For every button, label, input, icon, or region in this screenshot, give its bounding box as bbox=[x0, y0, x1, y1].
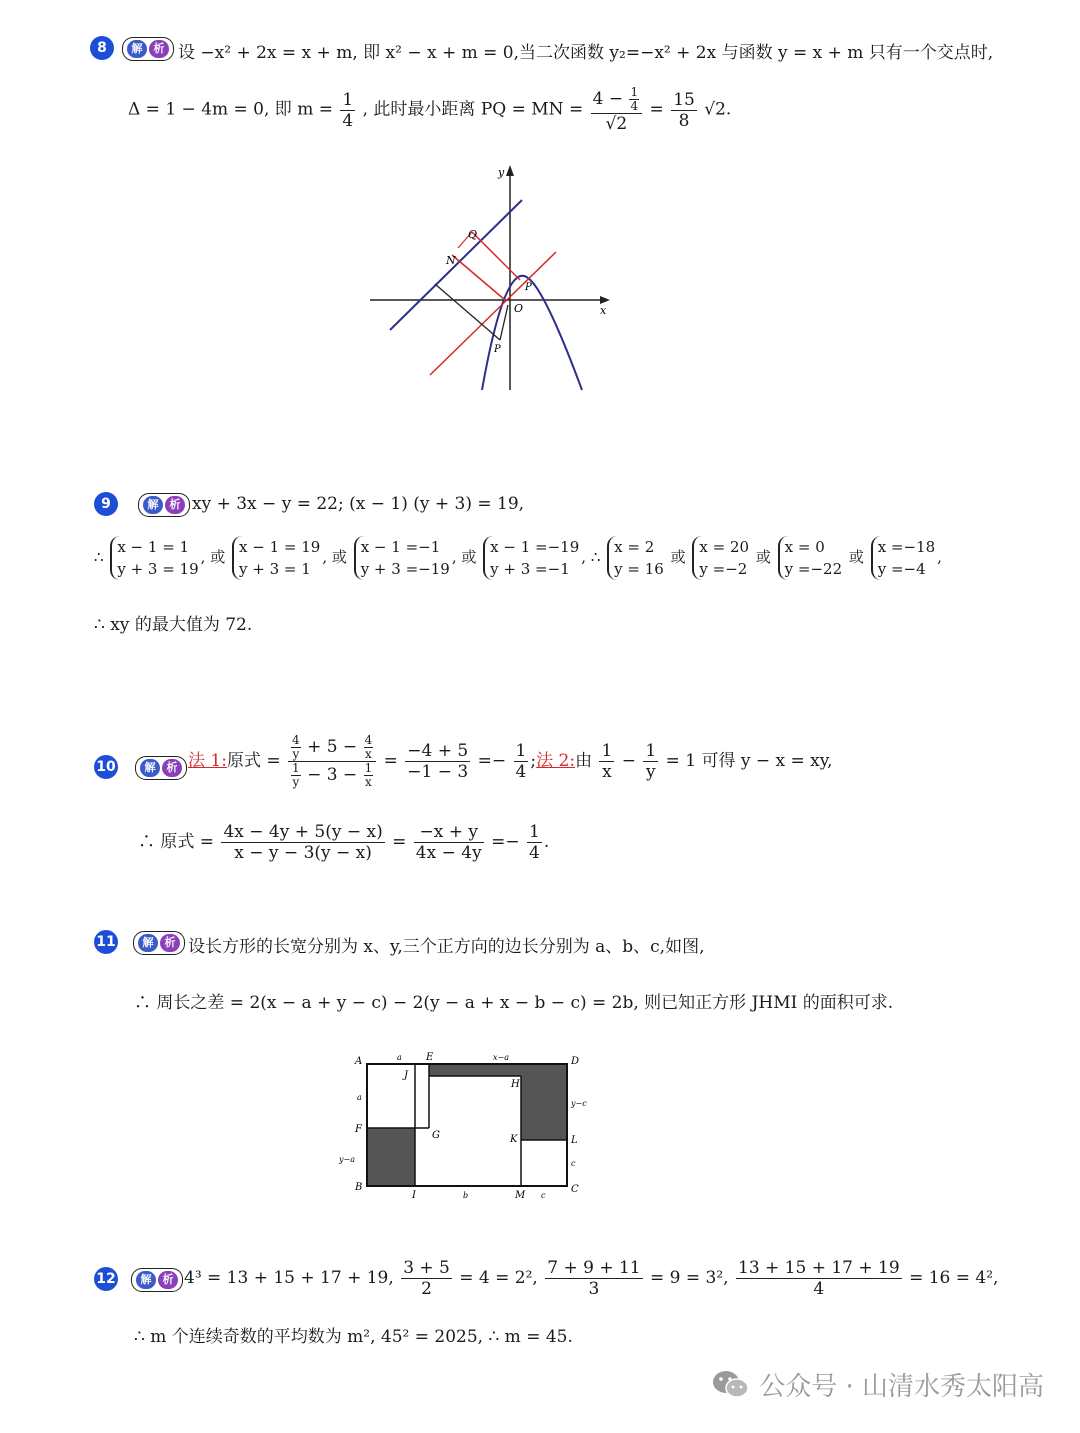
q8-parabola-figure bbox=[360, 160, 620, 400]
solution-system: x = 2 y = 16 bbox=[607, 536, 664, 580]
label-E: E bbox=[426, 1052, 434, 1063]
fraction: $\frac{1}{x}$ bbox=[601, 741, 613, 782]
solution-system: x =−18 y =−4 bbox=[871, 536, 935, 580]
label-A: A bbox=[355, 1056, 363, 1067]
q8-text: , 此时最小距离 PQ = MN = bbox=[362, 99, 584, 120]
fraction: $\frac{1}{4}$ bbox=[515, 741, 527, 782]
fraction: $\frac{1}{4}$ bbox=[342, 89, 354, 131]
solution-system: x = 20 y =−2 bbox=[692, 536, 749, 580]
equation-system: x − 1 =−19 y + 3 =−1 bbox=[483, 536, 579, 580]
analysis-badge bbox=[135, 756, 187, 780]
badge-right-icon: 析 bbox=[165, 496, 185, 514]
badge-right-icon: 析 bbox=[149, 40, 169, 58]
equation-system: x − 1 =−1 y + 3 =−19 bbox=[354, 536, 450, 580]
fraction: $\frac{-x + y}{4x - 4y}$ bbox=[415, 822, 482, 863]
label-c-right: c bbox=[571, 1159, 576, 1168]
wechat-icon bbox=[711, 1369, 751, 1401]
label-a-left: a bbox=[357, 1093, 362, 1102]
label-c-bottom: c bbox=[541, 1191, 546, 1200]
fraction: $\frac{-4 + 5}{-1 - 3}$ bbox=[407, 741, 469, 782]
q10-line-1: 法 1:原式 = $\frac{4}{y}$ + 5 − $\frac{4}{x}$ $\frac{1}{y}$ − 3 − $\frac{1}{x}$ = $\frac{-4 + 5}{-1 - 3}$ =− $\frac{1}{4}$ ;法 2:由 $\frac{1}{x}$ − $\frac{1}{y}$ = 1 可得 y − x = xy, bbox=[188, 733, 833, 789]
badge-left-icon: 解 bbox=[127, 40, 147, 58]
label-x-a: x−a bbox=[493, 1053, 509, 1062]
question-number-10: 10 bbox=[94, 755, 118, 779]
q9-line-2: ∴ x − 1 = 1 y + 3 = 19 , 或 x − 1 = 19 y + 3 = 1 , 或 x − 1 =−1 y + 3 =−19 , 或 x − 1 =−19 y + 3 =−1 , ∴ x = 2 y = 16 或 x = 20 y =−2 或 x = 0 y =−22 或 x =−18 y =−4 , bbox=[94, 538, 942, 578]
question-number-9: 9 bbox=[94, 492, 118, 516]
compound-fraction: $\frac{4}{y}$ + 5 − $\frac{4}{x}$ $\frac{1}{y}$ − 3 − $\frac{1}{x}$ bbox=[288, 734, 376, 789]
fraction: $\frac{15}{8}$ bbox=[673, 89, 695, 131]
q9-line-3: ∴ xy 的最大值为 72. bbox=[94, 615, 253, 635]
figure-label-p2: P bbox=[494, 344, 501, 355]
equation-system: x − 1 = 19 y + 3 = 1 bbox=[232, 536, 320, 580]
method-2-label: 法 2: bbox=[536, 751, 576, 771]
figure-label-y: y bbox=[498, 166, 505, 179]
badge-left-icon: 解 bbox=[138, 934, 158, 952]
fraction: $\frac{4x - 4y + 5(y - x)}{x - y - 3(y - x)}$ bbox=[223, 822, 383, 863]
figure-label-o: O bbox=[514, 302, 524, 315]
analysis-badge bbox=[131, 1268, 183, 1292]
q9-line-1: xy + 3x − y = 22; (x − 1) (y + 3) = 19, bbox=[192, 494, 525, 514]
q11-line-1: 设长方形的长宽分别为 x、y,三个正方向的边长分别为 a、b、c,如图, bbox=[188, 937, 705, 957]
figure-label-n: N bbox=[446, 254, 456, 267]
analysis-badge bbox=[133, 931, 185, 955]
badge-left-icon: 解 bbox=[140, 759, 160, 777]
q12-line-2: ∴ m 个连续奇数的平均数为 m², 45² = 2025, ∴ m = 45. bbox=[134, 1327, 573, 1347]
q10-line-2: ∴ 原式 = $\frac{4x - 4y + 5(y - x)}{x - y - 3(y - x)}$ = $\frac{-x + y}{4x - 4y}$ =− $\frac{1}{4}$ . bbox=[138, 822, 550, 863]
q8-line-1: 设 −x² + 2x = x + m, 即 x² − x + m = 0,当二次函数 y₂=−x² + 2x 与函数 y = x + m 只有一个交点时, bbox=[178, 43, 994, 63]
figure-label-x: x bbox=[600, 304, 607, 317]
label-K: K bbox=[510, 1134, 518, 1145]
q8-line-2: Δ = 1 − 4m = 0, 即 m = $\frac{1}{4}$ , 此时最小距离 PQ = MN = 4 − $\frac{1}{4}$ √2 = $\frac{15}{8}$ √2. bbox=[128, 85, 732, 134]
label-J: J bbox=[404, 1070, 409, 1081]
fraction: $\frac{7 + 9 + 11}{3}$ bbox=[547, 1258, 641, 1299]
label-H: H bbox=[511, 1079, 520, 1090]
fraction: $\frac{1}{4}$ bbox=[528, 822, 540, 863]
question-number-11: 11 bbox=[94, 930, 118, 954]
label-B: B bbox=[355, 1182, 363, 1193]
method-1-label: 法 1: bbox=[188, 751, 227, 771]
q12-line-1: 4³ = 13 + 15 + 17 + 19, $\frac{3 + 5}{2}$ = 4 = 2², $\frac{7 + 9 + 11}{3}$ = 9 = 3², $\frac{13 + 15 + 17 + 19}{4}$ = 16 = 4², bbox=[184, 1258, 999, 1299]
label-y-c: y−c bbox=[571, 1099, 587, 1108]
label-M: M bbox=[515, 1190, 526, 1201]
label-a-top: a bbox=[397, 1053, 402, 1062]
label-L: L bbox=[571, 1135, 578, 1146]
figure-label-p1: P bbox=[525, 282, 532, 293]
label-G: G bbox=[432, 1130, 440, 1141]
fraction: $\frac{13 + 15 + 17 + 19}{4}$ bbox=[738, 1258, 900, 1299]
q11-rectangle-figure bbox=[335, 1048, 600, 1208]
badge-left-icon: 解 bbox=[143, 496, 163, 514]
fraction: 4 − $\frac{1}{4}$ √2 bbox=[591, 86, 643, 134]
solution-system: x = 0 y =−22 bbox=[778, 536, 842, 580]
fraction: $\frac{3 + 5}{2}$ bbox=[403, 1258, 450, 1299]
equation-system: x − 1 = 1 y + 3 = 19 bbox=[110, 536, 198, 580]
q8-text: Δ = 1 − 4m = 0, 即 m = bbox=[128, 99, 333, 120]
analysis-badge bbox=[138, 493, 190, 517]
figure-label-q: Q bbox=[468, 228, 478, 241]
label-b-bottom: b bbox=[463, 1191, 469, 1200]
watermark bbox=[711, 1366, 1044, 1403]
badge-left-icon: 解 bbox=[136, 1271, 156, 1289]
watermark-text: 公众号 · 山清水秀太阳高 bbox=[759, 1372, 1044, 1402]
badge-right-icon: 析 bbox=[158, 1271, 178, 1289]
label-I: I bbox=[412, 1190, 416, 1201]
question-number-12: 12 bbox=[94, 1267, 118, 1291]
badge-right-icon: 析 bbox=[160, 934, 180, 952]
analysis-badge bbox=[122, 37, 174, 61]
label-F: F bbox=[355, 1124, 362, 1135]
label-C: C bbox=[571, 1184, 579, 1195]
fraction: $\frac{1}{y}$ bbox=[645, 741, 657, 782]
question-number-8: 8 bbox=[90, 36, 114, 60]
label-y-a: y−a bbox=[339, 1155, 355, 1164]
label-D: D bbox=[571, 1056, 580, 1067]
badge-right-icon: 析 bbox=[162, 759, 182, 777]
q11-line-2: ∴ 周长之差 = 2(x − a + y − c) − 2(y − a + x − b − c) = 2b, 则已知正方形 JHMI 的面积可求. bbox=[134, 993, 894, 1013]
